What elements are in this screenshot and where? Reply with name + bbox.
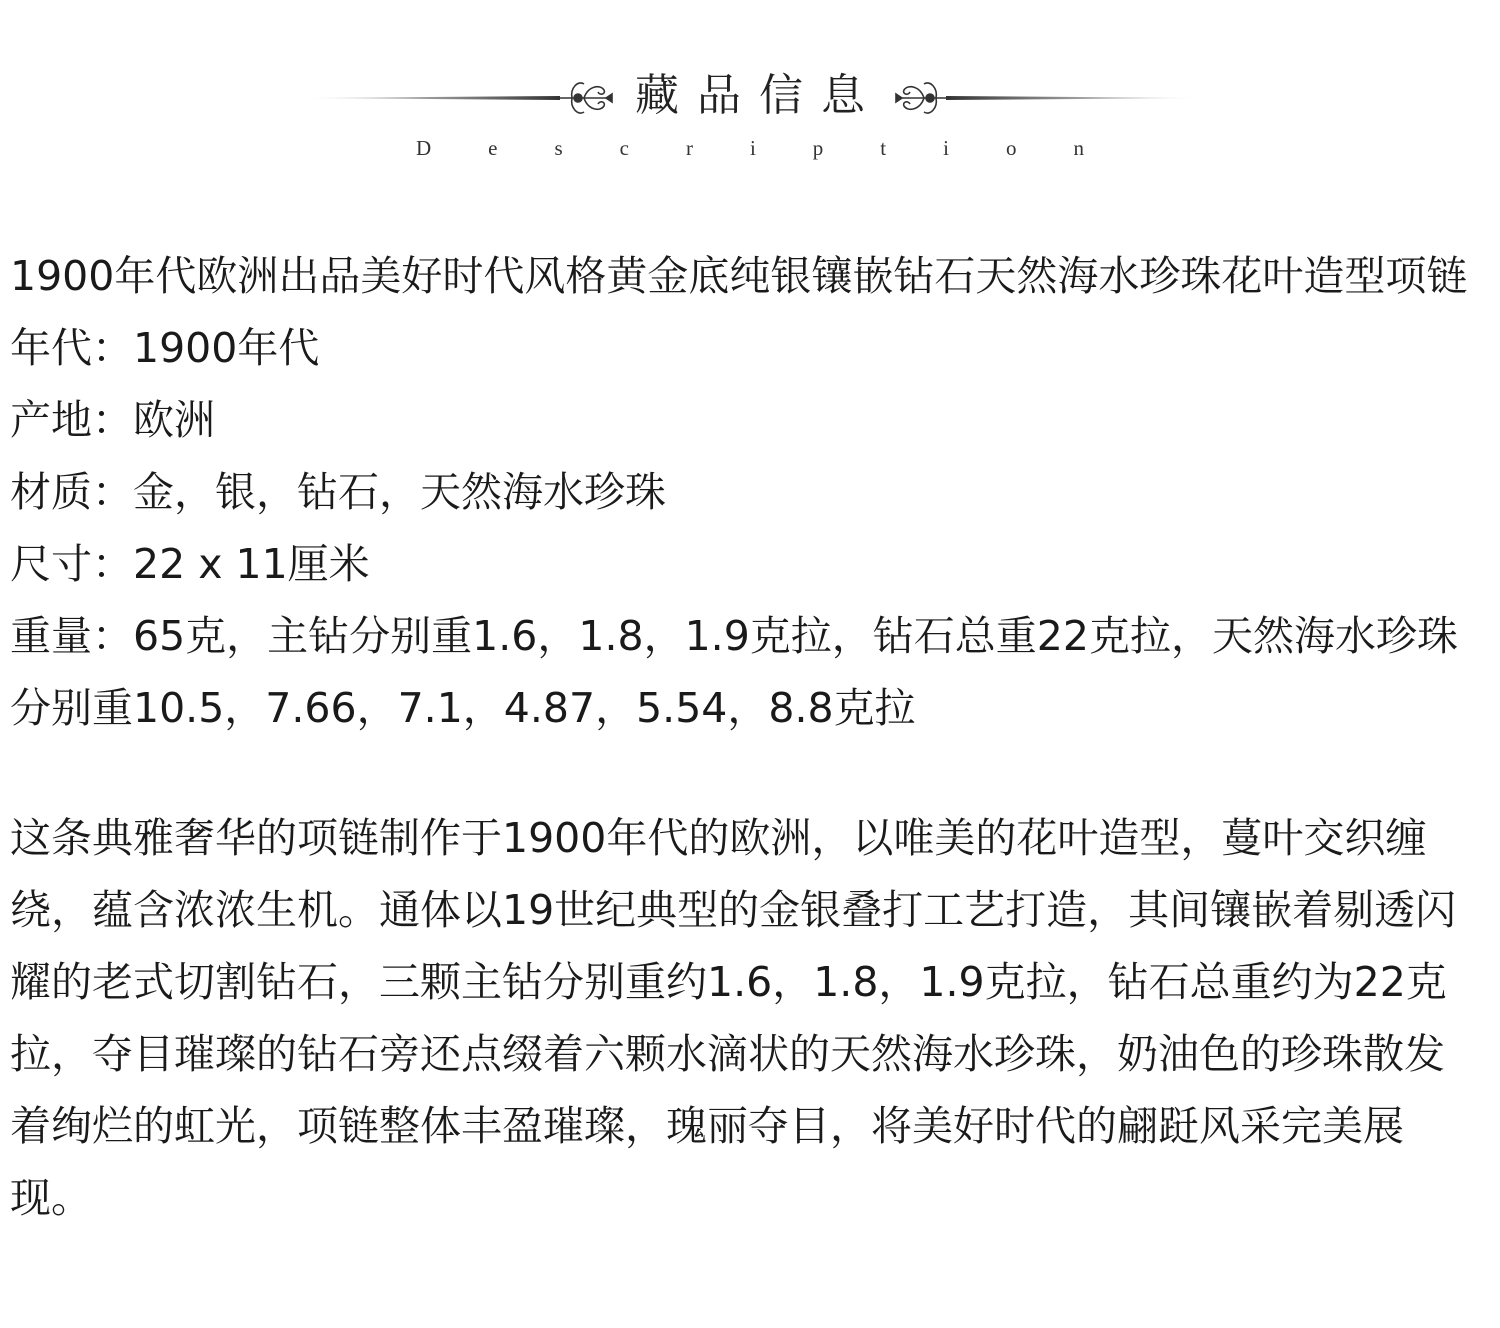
collection-info bbox=[10, 240, 1485, 1234]
item-era: 年代：1900年代 bbox=[10, 324, 320, 372]
section-subtitle: Description bbox=[416, 136, 1141, 160]
paragraph-spacer bbox=[10, 744, 1485, 802]
item-material: 材质：金，银，钻石，天然海水珍珠 bbox=[10, 468, 666, 516]
item-weight: 重量：65克，主钻分别重1.6，1.8，1.9克拉，钻石总重22克拉，天然海水珍珠分别重10.5，7.66，7.1，4.87，5.54，8.8克拉 bbox=[10, 612, 1458, 732]
item-name: 1900年代欧洲出品美好时代风格黄金底纯银镶嵌钻石天然海水珍珠花叶造型项链 bbox=[10, 252, 1468, 300]
section-title: 藏品信息 bbox=[635, 70, 883, 121]
item-description: 这条典雅奢华的项链制作于1900年代的欧洲，以唯美的花叶造型，蔓叶交织缠绕，蕴含浓浓生机。通体以19世纪典型的金银叠打工艺打造，其间镶嵌着剔透闪耀的老式切割钻石，三颗主钻分别重约1.6，1.8，1.9克拉，钻石总重约为22克拉，夺目璀璨的钻石旁还点缀着六颗水滴状的天然海水珍珠，奶油色的珍珠散发着绚烂的虹光，项链整体丰盈璀璨，瑰丽夺目，将美好时代的翩跹风采完美展现。 bbox=[10, 814, 1457, 1222]
section-header bbox=[0, 60, 1500, 170]
item-size: 尺寸：22 x 11厘米 bbox=[10, 540, 370, 588]
item-origin: 产地：欧洲 bbox=[10, 396, 215, 444]
